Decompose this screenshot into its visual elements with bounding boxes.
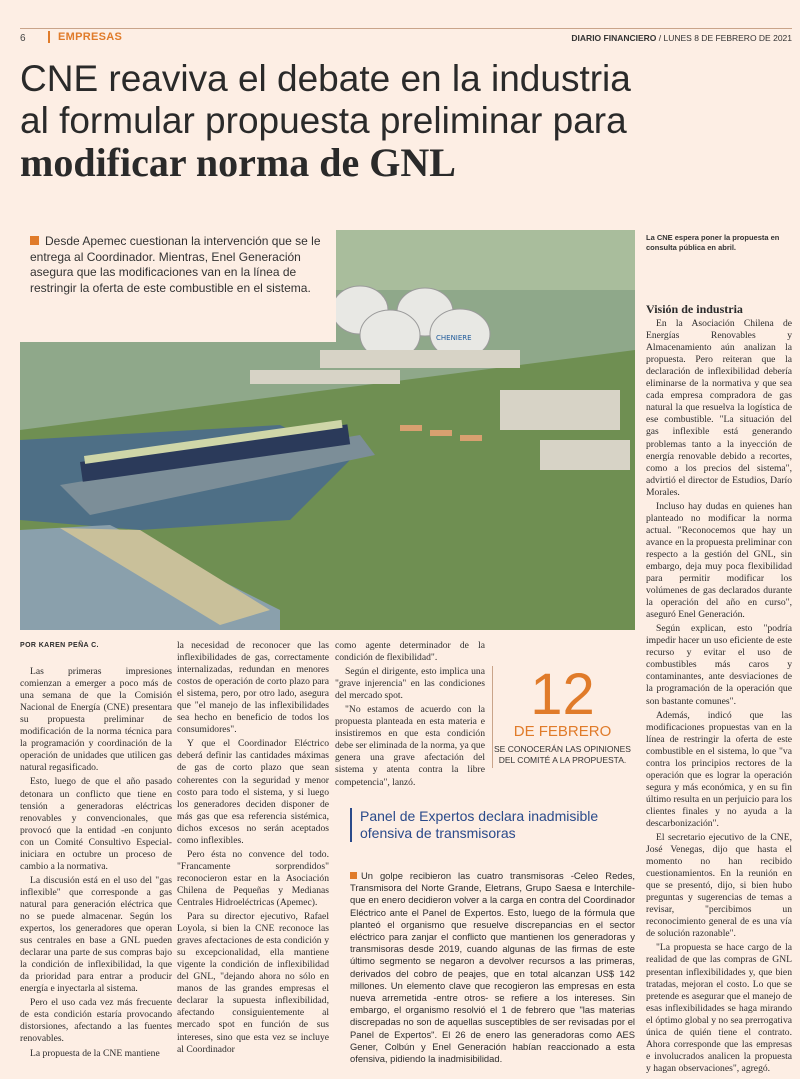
col3-paragraph: Según el dirigente, esto implica una "grave injerencia" en las condiciones del mercado spot. [335,666,485,702]
article-column-4 [646,303,792,1077]
masthead [571,33,792,43]
byline: POR KAREN PEÑA C. [20,642,99,649]
bullet-square-icon [350,872,357,879]
article-lead [20,230,336,342]
box-text: Un golpe recibieron las cuatro transmisoras -Celeo Redes, Transmisora del Norte Grande, Eletrans, Grupo Saesa e Interchile- que en enero decidieron volver a la carga en contra del Coordinador Eléctrico ante el Panel de Expertos. Esto, luego de la fórmula que planteó el organismo que resuelve discrepancias en el sector eléctrico para zanjar el conflicto que mantienen los generadoras y transmisoras desde 2019, cuando algunas de las firmas de este último segmento se negaron a devolver recursos a las primeras, derivados del cobro de peajes, que en total alcanzan US$ 142 millones. Un elemento clave que recogieron las empresas en esta nueva arremetida -entre otros- se refiere a los intereses. Sin embargo, el organismo resolvió el 1 de febrero que "las materias discrepadas no son de aquellas susceptibles de ser revisadas por el Panel de Expertos". El 26 de enero las generadoras como AES Gener, Colbún y Enel Generación habían reaccionado a esta ofensiva, pidiendo la inadmisibilidad. [350,870,635,1065]
bullet-square-icon [30,236,39,245]
headline-line-3: modificar norma de GNL [20,140,456,185]
col2-paragraph: la necesidad de reconocer que las inflexibilidades de gas, correctamente internalizadas, redundan en menores costos de operación de corto plazo para el sistema, pero, por otro lado, asegura que "el manejo de las inflexibilidades sea hecho en beneficio de todos los consumidores". [177,640,329,736]
headline-line-1: CNE reaviva el debate en la industria [20,58,631,99]
headline-line-2: al formular propuesta preliminar para [20,100,627,141]
headline [20,58,790,184]
lead-text: Desde Apemec cuestionan la intervención que se le entrega al Coordinador. Mientras, Enel Generación asegura que las modificaciones van en la línea de restringir la oferta de este combustible en el sistema. [30,234,321,295]
col2-paragraph: Pero ésta no convence del todo. "Francamente sorprendidos" reconocieron estar en la Asociación Chilena de Pequeñas y Medianas Centrales Hidroeléctricas (Apemec). [177,848,329,908]
article-column-3 [335,640,485,791]
page-number: 6 [20,33,26,44]
col4-paragraph: En la Asociación Chilena de Energías Renovables y Almacenamiento aún analizan la propuesta. Pero reiteran que la declaración de inflexibilidad debería eliminarse de la normativa y que sea cada empresa compradora de gas natural la que resuelva la logística de ese combustible. "La situación del gas inflexible está generando problemas tanto a la inyección de energía renovable debido a recortes, como a los precios del sistema", advirtió el director de Estudios, Darío Morales. [646,318,792,498]
col4-paragraph: Según explican, esto "podría impedir hacer un uso eficiente de este recurso y evitar el uso de combustibles más caros y contaminantes, ante desviaciones de la programación de la operación que son bastante comunes". [646,623,792,707]
col4-paragraph: Incluso hay dudas en quienes han planteado no modificar la norma actual. "Reconocemos que hay un avance en la propuesta preliminar con respecto a la gestión del GNL, sin embargo, deja muy poca flexibilidad para permitir modificar los volúmenes de gas declarados durante la operación del año en curso", aseguró Enel Generación. [646,500,792,621]
stat-description: SE CONOCERÁN LAS OPINIONES DEL COMITÉ A LA PROPUESTA. [494,744,631,765]
col2-paragraph: Y que el Coordinador Eléctrico deberá definir las cantidades máximas de gas de corto plazo que sean coherentes con la seguridad y menor costo para todo el sistema, y si luego los generadores deciden disponer de más gas que esa referencia sistémica, dichos excesos no serán aceptados como inflexibles. [177,738,329,846]
photo-caption: La CNE espera poner la propuesta en consulta pública en abril. [646,233,780,252]
col1-paragraph: Pero el uso cada vez más frecuente de esta condición estaría provocando distorsiones, afectando a las fuentes renovables. [20,997,172,1045]
article-column-2 [177,640,329,1058]
col1-paragraph: Las primeras impresiones comienzan a emerger a poco más de una semana de que la Comisión Nacional de Energía (CNE) presentara su propuesta preliminar de modificación de la norma técnica para la programación y coordinación de la operación de unidades que utilicen gas natural regasificado. [20,666,172,774]
col4-heading: Visión de industria [646,302,743,316]
page-header [20,28,792,46]
box-body [350,870,635,1065]
col1-paragraph: Esto, luego de que el año pasado detonara un conflicto que tiene en tensión a generadoras eléctricas renovables y convencionales, que provocó que la entidad -en conjunto con un Comité Consultivo Especial- iniciara en octubre un proceso de cambio a la normativa. [20,776,172,872]
tank-label: CHENIERE [436,334,472,342]
box-title: Panel de Expertos declara inadmisible ofensiva de transmisoras [350,808,635,842]
section-label: EMPRESAS [48,31,122,43]
col4-paragraph: Además, indicó que las modificaciones propuestas van en la línea de restringir la oferta de este combustible en el sistema, lo que "va contra los principios rectores de la operación que es lograr la operación segura y más económica, y en su fin último resulta en un perjuicio para los clientes finales y no ayuda a la descarbonización". [646,709,792,829]
col1-paragraph: La propuesta de la CNE mantiene [30,1047,160,1059]
col1-paragraph: La discusión está en el uso del "gas inflexible" que corresponde a gas natural para generación eléctrica que no se puede almacenar. Según los expertos, los generadores que operan sus centrales en base a GNL pueden declarar una parte de sus compras bajo la condición de inflexibilidad, la que da prioridad para entrar a producir energía e inyectarla al sistema. [20,874,172,995]
publication-date: / LUNES 8 DE FEBRERO DE 2021 [656,33,792,43]
col3-paragraph: como agente determinador de la condición de flexibilidad". [335,640,485,664]
col3-paragraph: "No estamos de acuerdo con la propuesta planteada en esta materia e insistiremos en que esta condición debe ser eliminada de la norma, ya que genera una grave afectación del sistema y atenta contra la libre competencia", lanzó. [335,704,485,788]
stat-callout [492,662,632,768]
col2-paragraph: Para su director ejecutivo, Rafael Loyola, si bien la CNE reconoce las graves afectaciones de esta condición y su excepcionalidad, ella mantiene vigente la condición de inflexibilidad del GNL, "dejando ahora no sólo en manos de las grandes empresas el declarar la supuesta inflexibilidad, afectando consiguientemente al mercado spot en función de sus intereses, sino que esta vez se incluye al Coordinador [177,911,329,1055]
col4-paragraph: "La propuesta se hace cargo de la realidad de que las compras de GNL presentan inflexibilidades y, que bien tratadas, mejoran el costo. Lo que se pretende es asegurar que el manejo de esas inflexibilidades se haga mirando el óptimo global y no sea prerrogativa única de quién tiene el contrato. Ahora corresponde que las empresas e involucrados analicen la propuesta y hagan observaciones", agregó. [646,942,792,1074]
publication-name: DIARIO FINANCIERO [571,33,657,43]
col4-paragraph: El secretario ejecutivo de la CNE, José Venegas, dijo que hasta el momento no han recibido cuestionamientos. En la reunión en que se presentó, dijo, si bien hubo preguntas y sugerencias de temas a revisar, "percibimos un reconocimiento general de es una vía de solución razonable". [646,832,792,940]
stat-number: 12 [530,662,595,727]
article-column-1 [20,640,172,1062]
stat-unit: DE FEBRERO [513,723,612,740]
